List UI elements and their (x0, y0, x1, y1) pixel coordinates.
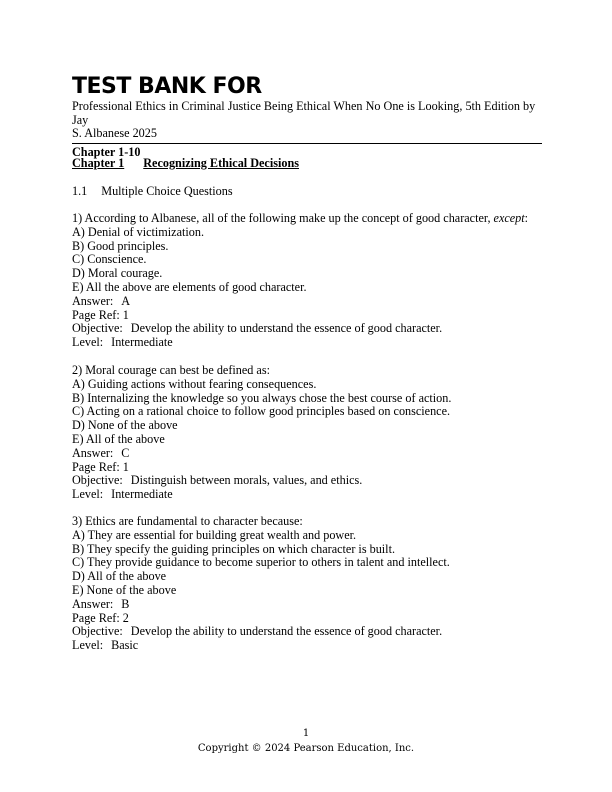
section-heading (72, 184, 233, 198)
page-footer (0, 726, 612, 756)
section-number: 1.1 (72, 184, 88, 198)
answer-value: A (121, 293, 131, 308)
question-stem: 2) Moral courage can best be defined as: (72, 363, 270, 377)
section-title: Multiple Choice Questions (101, 184, 233, 198)
level-line: Level: Intermediate (72, 487, 173, 502)
page-ref: Page Ref: 2 (72, 610, 129, 625)
level-line: Level: Intermediate (72, 335, 173, 350)
stem-emphasis: except (493, 211, 525, 225)
objective-line: Objective: Distinguish between morals, values, and ethics. (72, 473, 363, 488)
level-value: Intermediate (111, 487, 173, 502)
question-3 (72, 515, 542, 653)
copyright-notice: Copyright © 2024 Pearson Education, Inc. (197, 743, 415, 754)
book-title-line-2: S. Albanese 2025 (72, 126, 157, 141)
answer-line: Answer: A (72, 293, 131, 308)
option-e: E) None of the above (72, 582, 177, 597)
option-a: A) Guiding actions without fearing consequences. (72, 376, 317, 391)
option-c: C) They provide guidance to become superior to others in talent and intellect. (72, 555, 450, 570)
book-title (72, 100, 542, 141)
document-header (72, 76, 542, 159)
objective-line: Objective: Develop the ability to understand the essence of good character. (72, 321, 443, 336)
page-number: 1 (302, 728, 310, 739)
option-d: D) All of the above (72, 569, 167, 584)
chapter-heading (72, 156, 299, 170)
option-c: C) Conscience. (72, 252, 147, 267)
level-line: Level: Basic (72, 638, 139, 653)
option-c: C) Acting on a rational choice to follow good principles based on conscience. (72, 404, 451, 419)
answer-value: B (121, 596, 130, 611)
book-title-line-1: Professional Ethics in Criminal Justice Being Ethical When No One is Looking, 5th Edition by Jay (72, 99, 536, 127)
level-value: Intermediate (111, 335, 173, 350)
question-1 (72, 212, 542, 350)
question-stem: 1) According to Albanese, all of the following make up the concept of good character, except: (72, 211, 529, 225)
chapter-range: Chapter 1-10 (72, 144, 141, 159)
option-b: B) They specify the guiding principles on which character is built. (72, 541, 395, 556)
answer-line: Answer: C (72, 445, 130, 460)
chapter-title: Recognizing Ethical Decisions (143, 156, 299, 170)
objective-text: Develop the ability to understand the essence of good character. (130, 624, 443, 639)
answer-line: Answer: B (72, 596, 130, 611)
level-value: Basic (111, 638, 139, 653)
option-e: E) All the above are elements of good character. (72, 279, 307, 294)
question-stem: 3) Ethics are fundamental to character because: (72, 514, 303, 528)
header-divider (72, 143, 542, 144)
option-a: A) They are essential for building great wealth and power. (72, 527, 357, 542)
option-a: A) Denial of victimization. (72, 224, 204, 239)
document-title: TEST BANK FOR (72, 74, 262, 99)
option-d: D) None of the above (72, 418, 178, 433)
objective-text: Distinguish between morals, values, and ethics. (130, 473, 363, 488)
objective-line: Objective: Develop the ability to understand the essence of good character. (72, 624, 443, 639)
question-2 (72, 364, 542, 502)
page-ref: Page Ref: 1 (72, 307, 129, 322)
page-ref: Page Ref: 1 (72, 459, 129, 474)
objective-text: Develop the ability to understand the essence of good character. (130, 321, 443, 336)
option-b: B) Internalizing the knowledge so you always chose the best course of action. (72, 390, 452, 405)
option-b: B) Good principles. (72, 238, 169, 253)
option-d: D) Moral courage. (72, 266, 163, 281)
option-e: E) All of the above (72, 431, 165, 446)
answer-value: C (121, 445, 130, 460)
chapter-number: Chapter 1 (72, 156, 125, 170)
